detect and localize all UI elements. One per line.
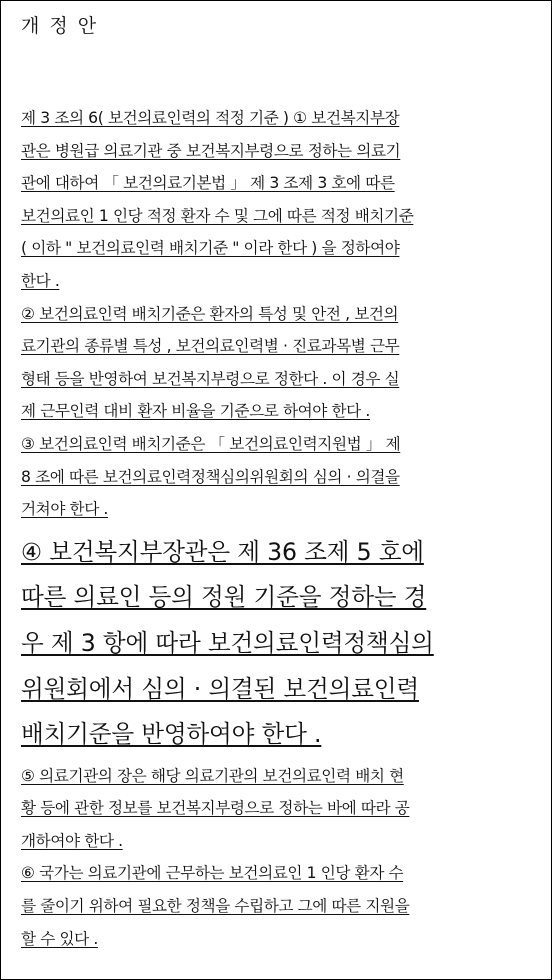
paragraph-line: 개하여야 한다 . <box>21 831 123 850</box>
paragraph-6 <box>21 857 536 955</box>
paragraph-line: 8 조에 따른 보건의료인력정책심의위원회의 심의 · 의결을 <box>21 467 400 486</box>
paragraph-line: 관에 대하여 「 보건의료기본법 」 제 3 조제 3 호에 따른 <box>21 174 395 193</box>
paragraph-line: 거쳐야 한다 . <box>21 500 108 519</box>
paragraph-line: ( 이하 " 보건의료인력 배치기준 " 이라 한다 ) 을 정하여야 <box>21 239 400 258</box>
paragraph-line: ⑤ 의료기관의 장은 해당 의료기관의 보건의료인력 배치 현 <box>21 766 404 785</box>
paragraph-line: 할 수 있다 . <box>21 929 98 948</box>
paragraph-line: 보건의료인 1 인당 적정 환자 수 및 그에 따른 적정 배치기준 <box>21 206 414 225</box>
paragraph-line: 제 근무인력 대비 환자 비율을 기준으로 하여야 한다 . <box>21 402 370 421</box>
article-body <box>21 102 536 955</box>
paragraph-line: 위원회에서 심의 · 의결된 보건의료인력 <box>21 674 419 703</box>
paragraph-line: 한다 . <box>21 271 60 290</box>
paragraph-1 <box>21 102 536 298</box>
paragraph-line: 제 3 조의 6( 보건의료인력의 적정 기준 ) ① 보건복지부장 <box>21 109 400 127</box>
paragraph-3 <box>21 428 536 526</box>
paragraph-line: 형태 등을 반영하여 보건복지부령으로 정한다 . 이 경우 실 <box>21 369 400 388</box>
paragraph-line: 따른 의료인 등의 정원 기준을 정하는 경 <box>21 583 427 612</box>
paragraph-line: 황 등에 관한 정보를 보건복지부령으로 정하는 바에 따라 공 <box>21 799 410 818</box>
paragraph-line: 배치기준을 반영하여야 한다 . <box>21 720 322 749</box>
paragraph-4-emphasized <box>21 530 536 758</box>
paragraph-line: ② 보건의료인력 배치기준은 환자의 특성 및 안전 , 보건의 <box>21 304 399 323</box>
paragraph-line: ③ 보건의료인력 배치기준은 「 보건의료인력지원법 」 제 <box>21 434 401 453</box>
paragraph-5 <box>21 760 536 858</box>
paragraph-line: 료기관의 종류별 특성 , 보건의료인력별 · 진료과목별 근무 <box>21 337 400 356</box>
paragraph-line: 를 줄이기 위하여 필요한 정책을 수립하고 그에 따른 지원을 <box>21 897 410 916</box>
paragraph-2 <box>21 298 536 428</box>
paragraph-line: 우 제 3 항에 따라 보건의료인력정책심의 <box>21 628 434 657</box>
paragraph-line: ④ 보건복지부장관은 제 36 조제 5 호에 <box>21 537 424 566</box>
paragraph-line: ⑥ 국가는 의료기관에 근무하는 보건의료인 1 인당 환자 수 <box>21 864 404 883</box>
paragraph-line: 관은 병원급 의료기관 중 보건복지부령으로 정하는 의료기 <box>21 141 401 160</box>
document-heading: 개 정 안 <box>21 15 99 37</box>
